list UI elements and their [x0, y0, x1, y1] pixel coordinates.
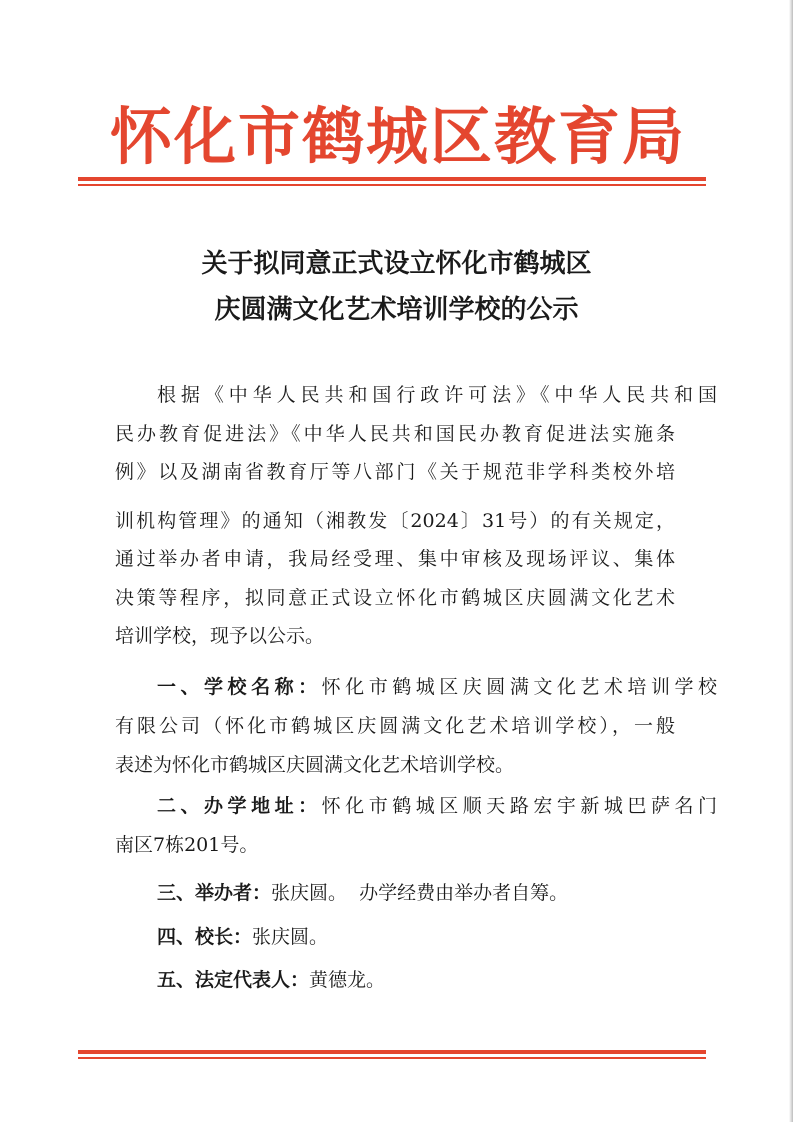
item-school-name-line-3: 表述为怀化市鹤城区庆圆满文化艺术培训学校。	[115, 754, 515, 776]
intro-line-2: 民办教育促进法》《中华人民共和国民办教育促进法实施条	[115, 423, 675, 445]
intro-line-4: 训机构管理》的通知（湘教发〔2024〕31号）的有关规定，	[115, 510, 675, 532]
intro-line-1: 根据《中华人民共和国行政许可法》《中华人民共和国	[157, 384, 717, 406]
intro-line-6: 决策等程序，拟同意正式设立怀化市鹤城区庆圆满文化艺术	[115, 587, 675, 609]
item-principal	[157, 923, 717, 951]
intro-line-5: 通过举办者申请，我局经受理、集中审核及现场评议、集体	[115, 548, 675, 570]
item-legal-representative	[157, 966, 717, 994]
item-address-value: 怀化市鹤城区顺天路宏宇新城巴萨名门	[321, 795, 717, 817]
item-school-name-label: 一、学校名称：	[157, 676, 322, 698]
document-title-line-2: 庆圆满文化艺术培训学校的公示	[214, 295, 579, 325]
item-principal-label: 四、校长：	[157, 926, 253, 948]
item-address-line-2: 南区7栋201号。	[115, 834, 259, 856]
item-organizer-value: 张庆圆。 办学经费由举办者自筹。	[271, 882, 569, 904]
item-address-label: 二、办学地址：	[157, 795, 322, 817]
item-principal-value: 张庆圆。	[252, 926, 329, 948]
item-organizer-label: 三、举办者：	[157, 882, 272, 904]
intro-line-3: 例》以及湖南省教育厅等八部门《关于规范非学科类校外培	[115, 461, 675, 483]
item-organizer	[157, 879, 717, 907]
item-school-name-line-1	[157, 673, 717, 701]
item-address-line-1	[157, 792, 717, 820]
scan-edge-shadow	[789, 0, 793, 1122]
letterhead-red-rule	[78, 177, 706, 186]
document-title-line-1: 关于拟同意正式设立怀化市鹤城区	[201, 249, 592, 279]
item-legal-representative-label: 五、法定代表人：	[157, 969, 310, 991]
letterhead-title: 怀化市鹤城区教育局	[109, 100, 686, 173]
intro-line-7: 培训学校，现予以公示。	[115, 625, 325, 647]
footer-red-rule	[78, 1050, 706, 1059]
item-school-name-value: 怀化市鹤城区庆圆满文化艺术培训学校	[321, 676, 717, 698]
item-school-name-line-2: 有限公司（怀化市鹤城区庆圆满文化艺术培训学校），一般	[115, 715, 675, 737]
item-legal-representative-value: 黄德龙。	[309, 969, 386, 991]
